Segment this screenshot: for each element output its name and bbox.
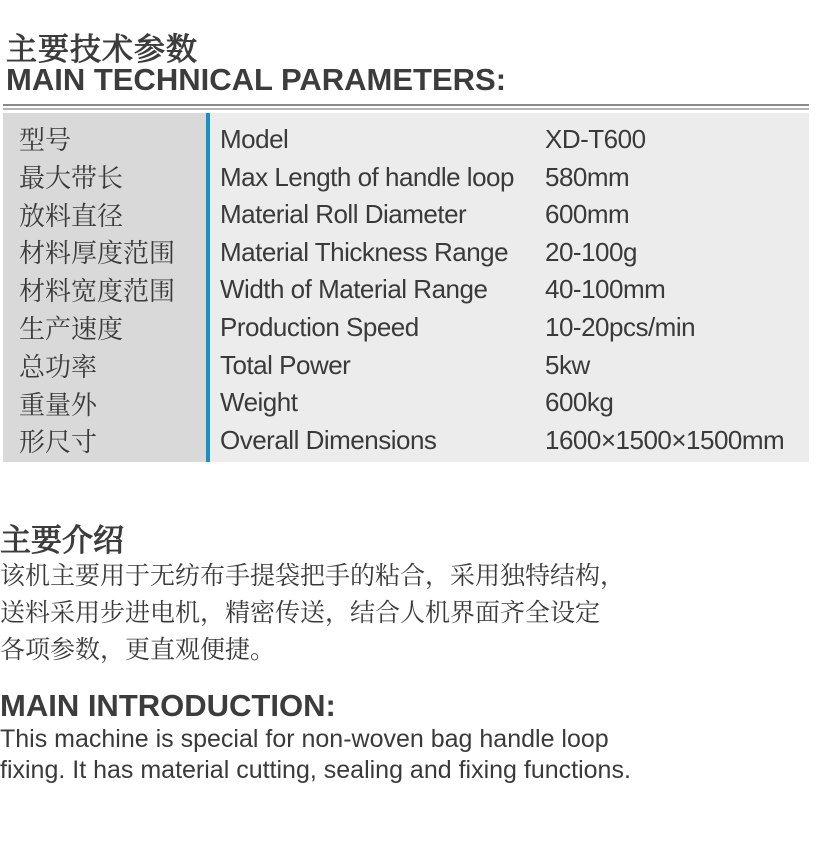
param-row-width	[220, 271, 810, 309]
title-rule-bottom	[3, 108, 809, 110]
param-value: 10-20pcs/min	[545, 312, 696, 342]
param-value: 5kw	[545, 349, 590, 380]
param-row-roll-diameter	[220, 196, 810, 234]
param-cn-label: 最大带长	[19, 163, 124, 194]
param-label: Max Length of handle loop	[220, 161, 514, 192]
param-cn-label: 放料直径	[19, 201, 124, 232]
param-value: 600kg	[545, 387, 614, 418]
param-cn-label: 材料宽度范围	[19, 277, 176, 308]
param-label: Production Speed	[220, 312, 419, 342]
column-divider	[206, 113, 210, 462]
cn-label-list	[19, 123, 175, 463]
intro-line-cn: 该机主要用于无纺布手提袋把手的粘合，采用独特结构，	[0, 561, 626, 590]
intro-title-cn: 主要介绍	[0, 523, 124, 559]
param-cn-label: 生产速度	[19, 314, 124, 345]
title-rule-top	[3, 104, 809, 106]
param-label: Model	[220, 124, 289, 154]
param-row-speed	[220, 309, 810, 347]
param-row-model	[220, 121, 810, 159]
intro-line-en: fixing. It has material cutting, sealing and fixing functions.	[0, 756, 631, 784]
param-row-dimensions	[220, 422, 810, 460]
param-row-max-length	[220, 159, 810, 197]
param-value: 580mm	[545, 161, 630, 192]
page-title-en: MAIN TECHNICAL PARAMETERS:	[6, 62, 507, 97]
param-row-power	[220, 347, 810, 385]
param-value: 40-100mm	[545, 274, 666, 305]
param-cn-label: 重量外	[19, 390, 98, 421]
param-cn-label: 型号	[19, 126, 72, 156]
intro-paragraph-cn	[0, 557, 822, 668]
param-label: Weight	[220, 387, 298, 418]
param-label: Material Roll Diameter	[220, 199, 467, 230]
param-label: Overall Dimensions	[220, 424, 437, 455]
param-value: XD-T600	[545, 124, 646, 154]
page-title-cn: 主要技术参数	[6, 32, 198, 68]
intro-line-cn: 送料采用步进电机，精密传送，结合人机界面齐全设定	[0, 598, 601, 627]
param-cn-label: 材料厚度范围	[19, 239, 176, 270]
intro-line-cn: 各项参数，更直观便捷。	[0, 635, 276, 664]
param-row-thickness	[220, 234, 810, 272]
param-value: 600mm	[545, 199, 630, 230]
param-label: Total Power	[220, 349, 351, 380]
intro-paragraph-en	[0, 724, 631, 786]
param-label: Material Thickness Range	[220, 236, 509, 267]
param-value: 1600×1500×1500mm	[545, 424, 785, 455]
param-cn-label: 形尺寸	[19, 428, 98, 459]
intro-title-en: MAIN INTRODUCTION:	[0, 688, 336, 723]
param-row-weight	[220, 384, 810, 422]
param-value: 20-100g	[545, 236, 637, 267]
param-label: Width of Material Range	[220, 274, 488, 305]
intro-line-en: This machine is special for non-woven bag handle loop	[0, 725, 609, 753]
param-cn-label: 总功率	[19, 352, 98, 383]
